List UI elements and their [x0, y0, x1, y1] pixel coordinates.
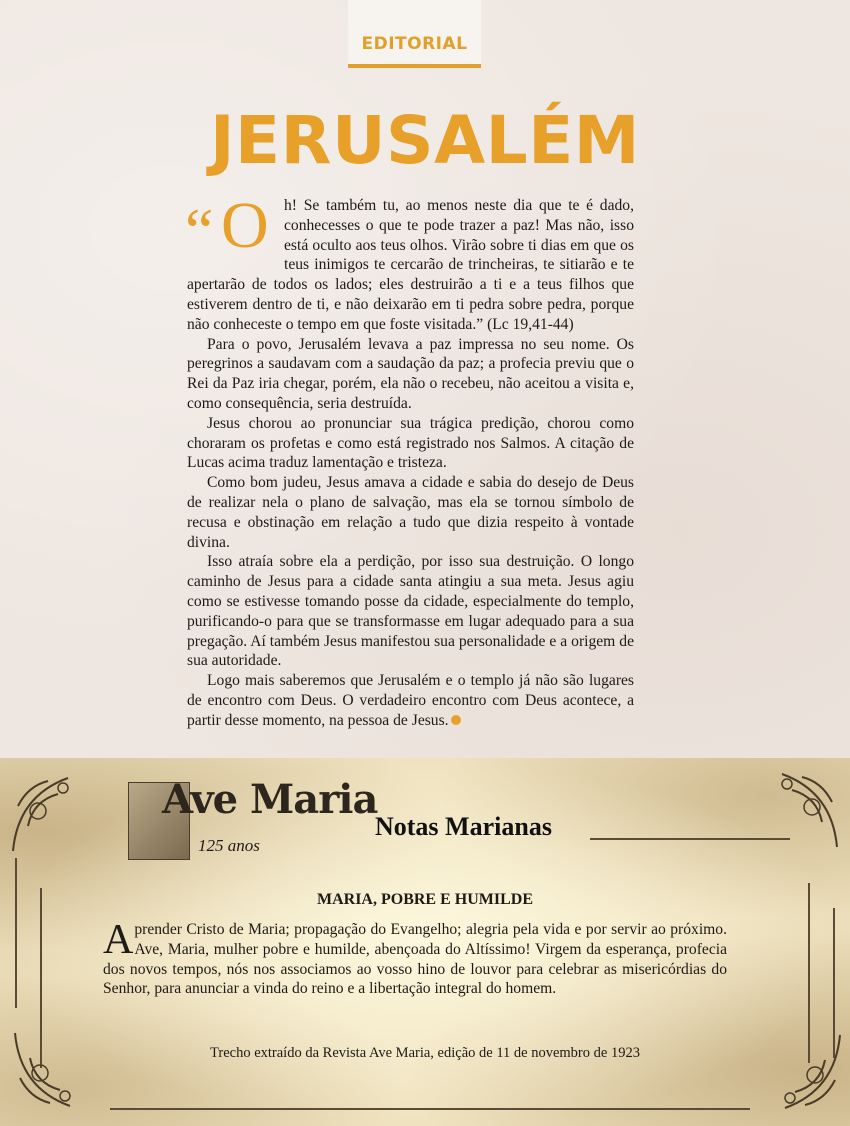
open-quote-mark: “: [185, 195, 214, 266]
bottom-left-ornament-icon: [10, 1028, 100, 1118]
section-tab: [348, 0, 481, 68]
section-tab-label: EDITORIAL: [361, 34, 468, 54]
notas-drop-cap: A: [103, 917, 134, 963]
top-left-ornament-icon: [8, 766, 98, 856]
logo-years: 125 anos: [198, 836, 260, 855]
frame-bottom-line: [110, 1108, 750, 1110]
notas-marianas-title: Notas Marianas: [375, 812, 552, 841]
notas-body: [103, 917, 727, 999]
drop-cap-letter: O: [221, 189, 269, 262]
top-right-ornament-icon: [752, 762, 842, 852]
section-tab-underline: [348, 64, 481, 68]
end-mark-icon: [451, 715, 461, 725]
drop-cap: [185, 189, 282, 266]
ave-maria-logo-text: Ave Maria: [162, 776, 378, 823]
article-paragraph: Isso atraía sobre ela a perdição, por isso sua destruição. O longo caminho de Jesus para a cidade santa atingiu a sua meta. Jesus agiu como se estivesse tomando posse da cidade, especialmente do templo, purificando-o para que se transformasse em lugar adequado para a sua pregação. Aí também Jesus manifestou sua personalidade e a origem de sua autoridade.: [187, 553, 634, 670]
article-paragraph: Como bom judeu, Jesus amava a cidade e sabia do desejo de Deus de realizar nela o plano de salvação, mas ela se tornou símbolo de recusa e obstinação em relação a tudo que dizia respeito à vontade divina.: [187, 474, 634, 551]
article-title: JERUSALÉM: [210, 102, 640, 179]
article-body: [185, 189, 634, 731]
notas-body-text: prender Cristo de Maria; propagação do Evangelho; alegria pela vida e por servir ao próximo. Ave, Maria, mulher pobre e humilde, abençoada do Altíssimo! Virgem da esperança, profecia dos novos tempos, nós nos associamos ao vosso hino de louvor para celebrar as misericórdias do Senhor, para anunciar a vinda do reino e a libertação integral do homem.: [103, 921, 727, 998]
bottom-right-ornament-icon: [755, 1030, 845, 1120]
article-last-text: Logo mais saberemos que Jerusalém e o templo já não são lugares de encontro com Deus. O verdadeiro encontro com Deus acontece, a partir desse momento, na pessoa de Jesus.: [187, 672, 634, 729]
article-paragraph-last: [187, 671, 634, 730]
article-paragraph: Para o povo, Jerusalém levava a paz impressa no seu nome. Os peregrinos a saudavam com a saudação da paz; a profecia previu que o Rei da Paz iria chegar, porém, ela não o recebeu, não aceitou a visita e, como consequência, seria destruída.: [187, 335, 634, 412]
notas-credit: Trecho extraído da Revista Ave Maria, edição de 11 de novembro de 1923: [210, 1045, 640, 1061]
article-paragraph: h! Se também tu, ao menos neste dia que te é dado, conhecesses o que te pode trazer a paz! Mas não, isso está oculto aos teus olhos. Virão sobre ti dias em que os teus inimigos te cercarão de trincheiras, te sitiarão e te apertarão de todos os lados; eles destruirão a ti e a teus filhos que estiverem dentro de ti, e não deixarão em ti pedra sobre pedra, porque não conheceste o tempo em que foste visitada.” (Lc 19,41-44): [187, 197, 634, 333]
article-paragraph: Jesus chorou ao pronunciar sua trágica predição, chorou como choraram os profetas e como está registrado nos Salmos. A citação de Lucas acima traduz lamentação e tristeza.: [187, 414, 634, 472]
notas-heading: MARIA, POBRE E HUMILDE: [316, 891, 533, 908]
frame-outer-left-line: [15, 858, 17, 1008]
